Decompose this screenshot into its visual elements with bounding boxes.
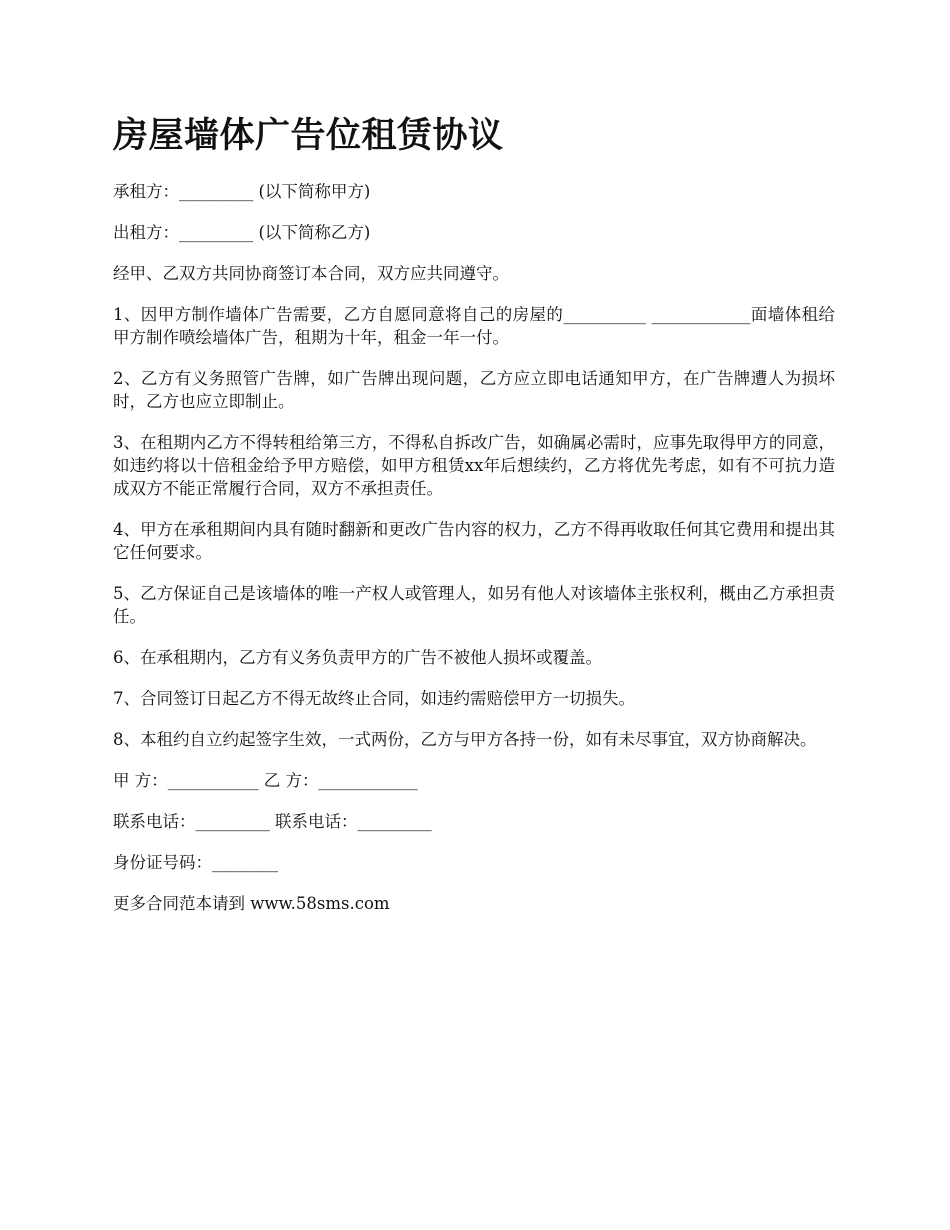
phone-line: 联系电话：_________ 联系电话：_________ <box>113 812 432 831</box>
signature-line: 甲 方：___________ 乙 方：____________ <box>113 771 418 790</box>
clause-5: 5、乙方保证自己是该墙体的唯一产权人或管理人，如另有他人对该墙体主张权利，概由乙方承担责任。 <box>113 584 835 626</box>
document-body <box>113 180 835 933</box>
lessor-line: 出租方：_________ (以下简称乙方) <box>113 223 371 242</box>
id-number-line: 身份证号码：________ <box>113 853 278 872</box>
document-title: 房屋墙体广告位租赁协议 <box>113 115 504 156</box>
footer-link-text: 更多合同范本请到 www.58sms.com <box>113 894 390 913</box>
clause-1: 1、因甲方制作墙体广告需要，乙方自愿同意将自己的房屋的__________ ____________面墙体租给甲方制作喷绘墙体广告，租期为十年，租金一年一付。 <box>113 305 835 347</box>
clause-4: 4、甲方在承租期间内具有随时翻新和更改广告内容的权力，乙方不得再收取任何其它费用和提出其它任何要求。 <box>113 520 835 562</box>
clause-3: 3、在租期内乙方不得转租给第三方，不得私自拆改广告，如确属必需时，应事先取得甲方的同意，如违约将以十倍租金给予甲方赔偿，如甲方租赁xx年后想续约，乙方将优先考虑，如有不可抗力造成双方不能正常履行合同，双方不承担责任。 <box>113 433 835 498</box>
clause-2: 2、乙方有义务照管广告牌，如广告牌出现问题，乙方应立即电话通知甲方，在广告牌遭人为损坏时，乙方也应立即制止。 <box>113 369 835 411</box>
lessee-line: 承租方：_________ (以下简称甲方) <box>113 182 371 201</box>
intro-paragraph: 经甲、乙双方共同协商签订本合同，双方应共同遵守。 <box>113 264 509 283</box>
clause-8: 8、本租约自立约起签字生效，一式两份，乙方与甲方各持一份，如有未尽事宜，双方协商解决。 <box>113 730 817 749</box>
clause-7: 7、合同签订日起乙方不得无故终止合同，如违约需赔偿甲方一切损失。 <box>113 689 635 708</box>
clause-6: 6、在承租期内，乙方有义务负责甲方的广告不被他人损坏或覆盖。 <box>113 648 602 667</box>
